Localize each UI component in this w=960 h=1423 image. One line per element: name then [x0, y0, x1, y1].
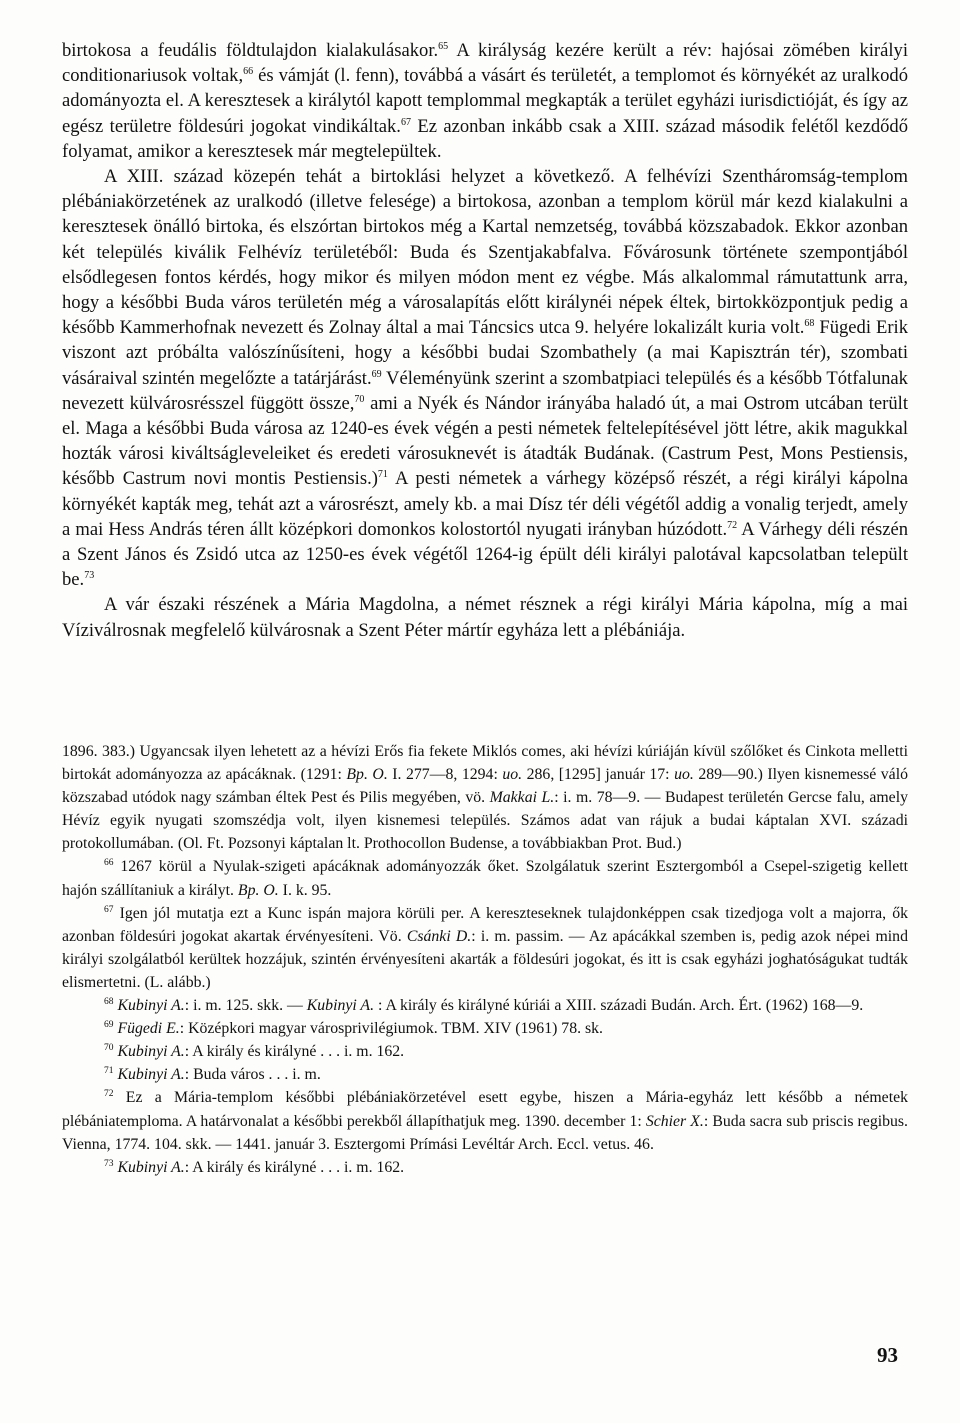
author-italic: Kubinyi A. — [117, 1158, 185, 1176]
author-italic: Fügedi E. — [117, 1020, 180, 1038]
text-run: A Várhegy déli részén a Szent János és Zsidó utca az 1250-es évek végétől 1264-ig épült déli királyi palotával kapcsolatban települt be. — [62, 518, 908, 591]
footnote-ref-67[interactable]: 67 — [400, 116, 411, 128]
text-run: : A király és királyné . . . i. m. 162. — [184, 1043, 405, 1061]
author-italic: Makkai L. — [489, 789, 555, 807]
page-number: 93 — [877, 1343, 898, 1367]
footnote-67 — [62, 902, 908, 994]
text-run: Fügedi Erik viszont azt próbálta valószínűsíteni, hogy a későbbi budai Szombathely (a mai Kapisztrán tér), szombati vásáraival szintén megelőzte a tatárjárást. — [62, 317, 908, 389]
text-run: 1267 körül a Nyulak-szigeti apácáknak adományozzák őket. Szolgálatuk szerint Esztergomból a Csepel-szigetig kellett hajón szállítaniuk a királyt. — [62, 858, 908, 899]
footnote-number: 67 — [104, 904, 114, 915]
author-italic: Kubinyi A. — [117, 997, 185, 1015]
footnote-number: 66 — [104, 858, 114, 869]
text-run: I. 277—8, 1294: — [387, 766, 503, 784]
footnote-ref-66[interactable]: 66 — [243, 66, 254, 78]
citation-italic: Bp. O. — [346, 766, 388, 784]
text-run: és vámját (l. fenn), továbbá a vásárt és területét, a templomot és környékét az uralkodó adományozta el. A keresztesek a királytól kapott templommal megkapták a terület egyházi iurisdictióját, és így az egész területre földesúri jogokat vindikáltak. — [62, 65, 908, 137]
paragraph-1 — [62, 38, 908, 164]
author-italic: Kubinyi A. — [306, 997, 375, 1015]
footnote-72 — [62, 1086, 908, 1155]
text-run: Ez a Mária-templom későbbi plébániakörzetével esett egybe, hiszen a Mária-egyház lett később a németek plébániatemploma. A határvonalat a későbbi perekből állapíthatjuk meg. 1390. december 1: — [62, 1089, 908, 1130]
text-run: ami a Nyék és Nándor irányába haladó út, a mai Ostrom utcában terült el. Maga a későbbi Buda városa az 1240-es évek végén a pesti németek feltelepítésével jött létre, akik magukkal hozták városi kiváltságleveleiket és eredeti városuknevét is átadták Budának. (Castrum Pest, Mons Pestiensis, később Castrum novi montis Pestiensis.) — [62, 392, 909, 490]
text-run: : i. m. 125. skk. — — [184, 997, 307, 1015]
text-run: A pesti németek a várhegy középső részét, a régi királyi kápolna környékét kapták meg, tehát azt a városrészt, amely kb. a mai Dísz tér déli végétől addig a vonalig terjedt, amely a mai Hess András téren állt középkori domonkos kolostortól nyugati irányban húzódott. — [62, 468, 908, 540]
text-run: A XIII. század közepén tehát a birtoklási helyzet a következő. A felhévízi Szentháromság-templom plébániakörzetének az uralkodó (illetve felesége) a birtokosa, azonban a templom körül már kezd kialakulni a keresztesek önálló birtoka, és elszórtan birtokos még a Kartal nemzetség, továbbá közszabadok. Ekkor azonban két település kiválik Felhévíz területéből: Buda és Szentjakabfalva. Fővárosunk története szempontjából elsődlegesen fontos kérdés, hogy mikor és milyen módon ment ez végbe. Más alkalommal rámutattunk arra, hogy a későbbi Buda város területén még a városalapítás előtt királynéi népek éltek, birtokközpontjuk pedig a később Kammerhofnak nevezett és Zolnay által a mai Táncsics utca 9. helyére lokalizált kuria volt. — [62, 166, 908, 339]
text-run: : Buda város . . . i. m. — [184, 1066, 321, 1084]
footnote-73 — [62, 1156, 908, 1179]
author-italic: Csánki D. — [406, 927, 472, 945]
footnote-number: 73 — [104, 1158, 114, 1169]
footnote-number: 69 — [104, 1020, 114, 1031]
main-text — [62, 38, 908, 643]
footnote-65-continued — [62, 740, 908, 855]
text-run: : i. m. 78—9. — Budapest területén Gercse falu, amely Hévíz egyik nyugati szomszédja volt, ilyen kisnemesi település. Számos adat van rájuk a budai káptalan XVI. századi protokollumában. (Ol. Ft. Pozsonyi káptalan lt. Prothocollon Budense, a továbbiakban Prot. Bud.) — [62, 789, 908, 853]
footnote-68 — [62, 994, 908, 1017]
text-run: 1896. 383.) Ugyancsak ilyen lehetett az a hévízi Erős fia fekete Miklós comes, aki hévízi kúriáján kívül szőlőket és Cinkota melletti birtokát adományozza az apácáknak. (1291: — [62, 743, 908, 784]
text-run: : A király és királyné kúriái a XIII. századi Budán. Arch. Ért. (1962) 168—9. — [374, 997, 864, 1015]
footnote-ref-68[interactable]: 68 — [804, 318, 815, 330]
text-run: birtokosa a feudális földtulajdon kialakulásakor. — [62, 40, 439, 61]
text-run: 289—90.) Ilyen kisnemessé váló közszabad utódok nagy számban éltek Pest és Pilis megyében, vö. — [62, 766, 908, 807]
text-run: : Középkori magyar városprivilégiumok. TBM. XIV (1961) 78. sk. — [179, 1020, 603, 1038]
footnote-number: 68 — [104, 997, 114, 1008]
text-run: : A király és királyné . . . i. m. 162. — [184, 1158, 405, 1176]
author-italic: Kubinyi A. — [117, 1066, 185, 1084]
text-run: Igen jól mutatja ezt a Kunc ispán majora körüli per. A kereszteseknek tulajdonképpen csak tizedjoga volt a majorra, ők azonban földesúri jogokat akartak érvényesíteni. Vö. — [62, 904, 908, 945]
paragraph-2 — [62, 164, 908, 592]
text-run: : Buda sacra sub priscis regibus. Vienna, 1774. 104. skk. — 1441. január 3. Esztergomi Prímási Levéltár Arch. Eccl. vetus. 46. — [62, 1112, 909, 1153]
citation-italic: Bp. O. — [237, 881, 279, 899]
citation-italic: uo. — [502, 766, 523, 784]
footnote-number: 72 — [104, 1089, 114, 1100]
footnote-ref-71[interactable]: 71 — [377, 469, 388, 481]
footnote-ref-65[interactable]: 65 — [438, 41, 449, 52]
footnote-71 — [62, 1063, 908, 1086]
text-run: I. k. 95. — [278, 881, 332, 899]
author-italic: Schier X. — [645, 1112, 704, 1130]
footnote-number: 70 — [104, 1043, 114, 1054]
footnote-66 — [62, 855, 908, 901]
text-run: Ez azonban inkább csak a XIII. század második felétől kezdődő folyamat, amikor a keresztesek már megtelepültek. — [62, 115, 909, 162]
citation-italic: uo. — [674, 766, 694, 784]
text-run: 286, [1295] január 17: — [522, 766, 675, 784]
author-italic: Kubinyi A. — [117, 1043, 185, 1061]
text-run: : i. m. passim. — Az apácákkal szemben is, pedig azok népei mind királyi szolgálatból kerültek hozzájuk, szintén érvényesíteni akarták a földesúri jogokat, és itt is csak egyházi joghatóságukat tudták elismertetni. (L. alább.) — [62, 927, 908, 991]
footnote-69 — [62, 1017, 908, 1040]
text-run: Véleményünk szerint a szombatpiaci település és a később Tótfalunak nevezett külvárosrésszel függött össze, — [62, 367, 908, 414]
footnotes — [62, 740, 908, 1179]
footnote-ref-70[interactable]: 70 — [354, 393, 365, 405]
paragraph-3: A vár északi részének a Mária Magdolna, a német résznek a régi királyi Mária kápolna, míg a mai Víziválrosnak megfelelő külvárosnak a Szent Péter mártír egyháza lett a plébániája. — [62, 594, 908, 641]
footnote-ref-73[interactable]: 73 — [84, 570, 95, 582]
footnote-70 — [62, 1040, 908, 1063]
text-run: A királyság kezére került a rév: hajósai zömében királyi conditionariusok voltak, — [62, 40, 909, 87]
footnote-ref-69[interactable]: 69 — [371, 368, 382, 380]
footnote-number: 71 — [104, 1066, 114, 1077]
footnote-ref-72[interactable]: 72 — [727, 519, 738, 531]
